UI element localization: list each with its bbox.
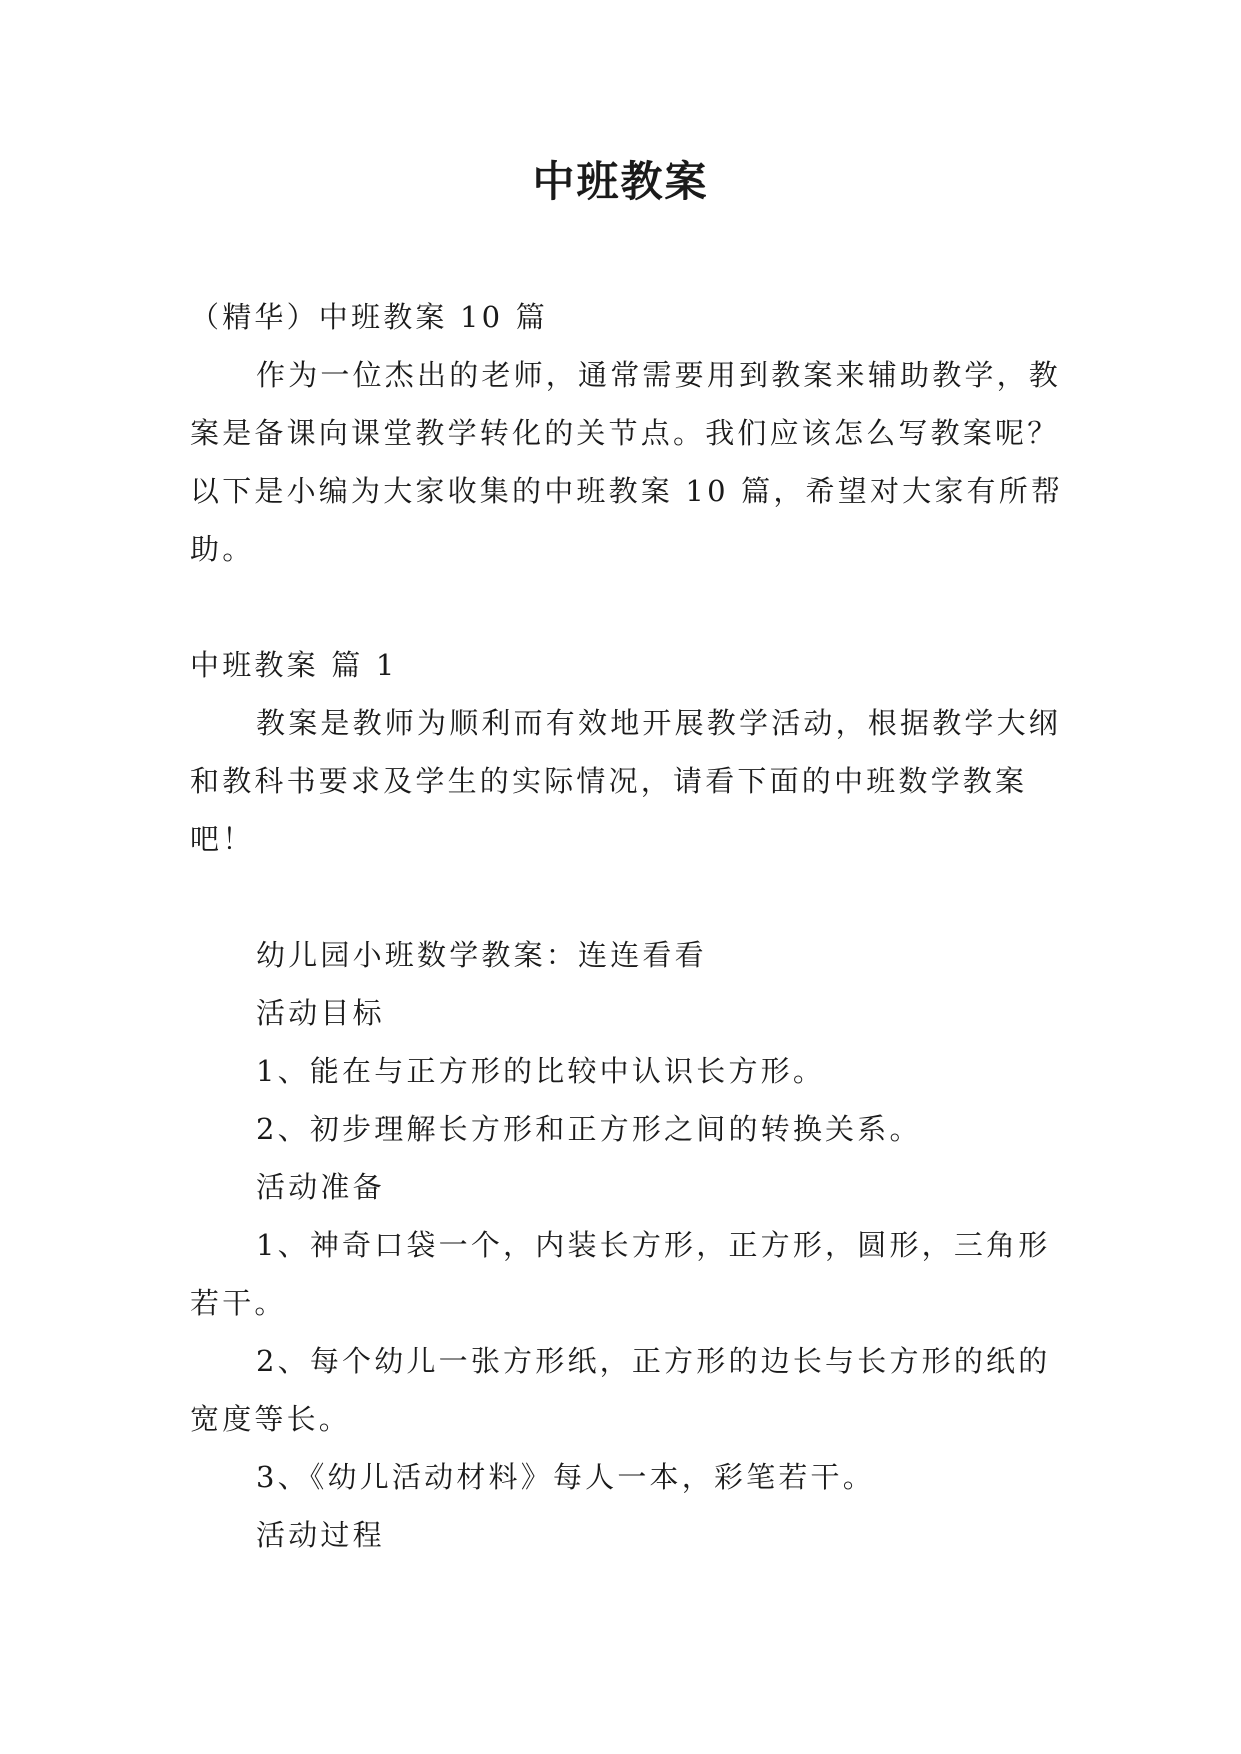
prep-item: 1、神奇口袋一个，内装长方形，正方形，圆形，三角形若干。: [190, 1228, 1051, 1320]
prep-item: 3、《幼儿活动材料》每人一本，彩笔若干。: [256, 1460, 875, 1494]
page-title: 中班教案: [532, 157, 709, 206]
goal-item: 2、初步理解长方形和正方形之间的转换关系。: [256, 1112, 922, 1146]
intro-paragraph: 作为一位杰出的老师，通常需要用到教案来辅助教学，教案是备课向课堂教学转化的关节点。我们应该怎么写教案呢？以下是小编为大家收集的中班教案 10 篇，希望对大家有所帮助。: [190, 358, 1064, 566]
section-paragraph: 教案是教师为顺利而有效地开展教学活动，根据教学大纲 和教科书要求及学生的实际情况，请看下面的中班数学教案吧！: [190, 706, 1062, 856]
process-heading: 活动过程: [256, 1518, 385, 1552]
document-body: [190, 288, 1070, 1564]
prep-heading: 活动准备: [256, 1170, 385, 1204]
spacer: [190, 578, 1070, 636]
section-heading: 中班教案 篇 1: [190, 648, 398, 682]
lesson-title: 幼儿园小班数学教案：连连看看: [256, 938, 707, 972]
goals-heading: 活动目标: [256, 996, 385, 1030]
prep-item: 2、每个幼儿一张方形纸，正方形的边长与长方形的纸的宽度等长。: [190, 1344, 1051, 1436]
spacer: [190, 868, 1070, 926]
subtitle: （精华）中班教案 10 篇: [190, 300, 548, 334]
goal-item: 1、能在与正方形的比较中认识长方形。: [256, 1054, 826, 1088]
